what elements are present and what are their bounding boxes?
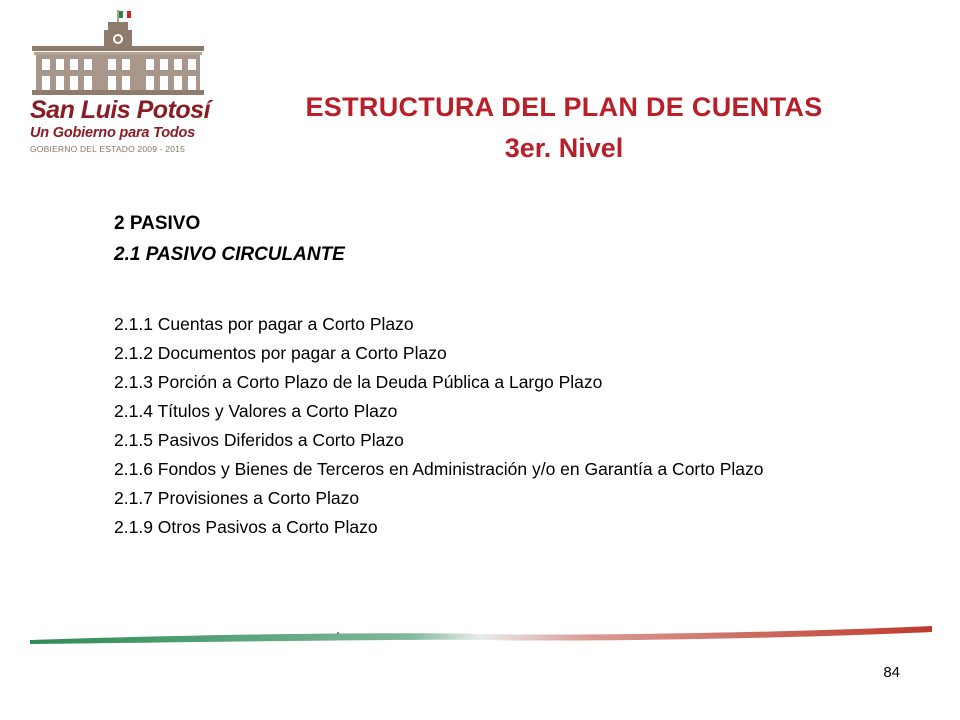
slide-title: ESTRUCTURA DEL PLAN DE CUENTAS: [305, 92, 823, 122]
list-item: 2.1.6 Fondos y Bienes de Terceros en Administración y/o en Garantía a Corto Plazo: [114, 459, 764, 479]
logo-tagline: Un Gobierno para Todos: [30, 125, 196, 141]
account-list: [114, 310, 834, 542]
list-item: 2.1.2 Documentos por pagar a Corto Plazo: [114, 343, 447, 363]
page-number: 84: [883, 664, 900, 681]
subsection-heading: 2.1 PASIVO CIRCULANTE: [114, 244, 345, 265]
government-palace-icon: [22, 8, 208, 100]
section-heading: 2 PASIVO: [114, 213, 201, 234]
list-item: 2.1.7 Provisiones a Corto Plazo: [114, 488, 360, 508]
slide-subtitle: 3er. Nivel: [504, 133, 624, 163]
logo-government-period: GOBIERNO DEL ESTADO 2009 - 2015: [30, 144, 186, 154]
list-item: 2.1.1 Cuentas por pagar a Corto Plazo: [114, 314, 414, 334]
list-item: 2.1.3 Porción a Corto Plazo de la Deuda Pública a Largo Plazo: [114, 372, 603, 392]
list-item: 2.1.9 Otros Pasivos a Corto Plazo: [114, 517, 378, 537]
state-logo: [22, 8, 211, 154]
footer-divider: [0, 614, 960, 646]
list-item: 2.1.5 Pasivos Diferidos a Corto Plazo: [114, 430, 404, 450]
list-item: 2.1.4 Títulos y Valores a Corto Plazo: [114, 401, 398, 421]
logo-state-name: San Luis Potosí: [30, 96, 211, 124]
